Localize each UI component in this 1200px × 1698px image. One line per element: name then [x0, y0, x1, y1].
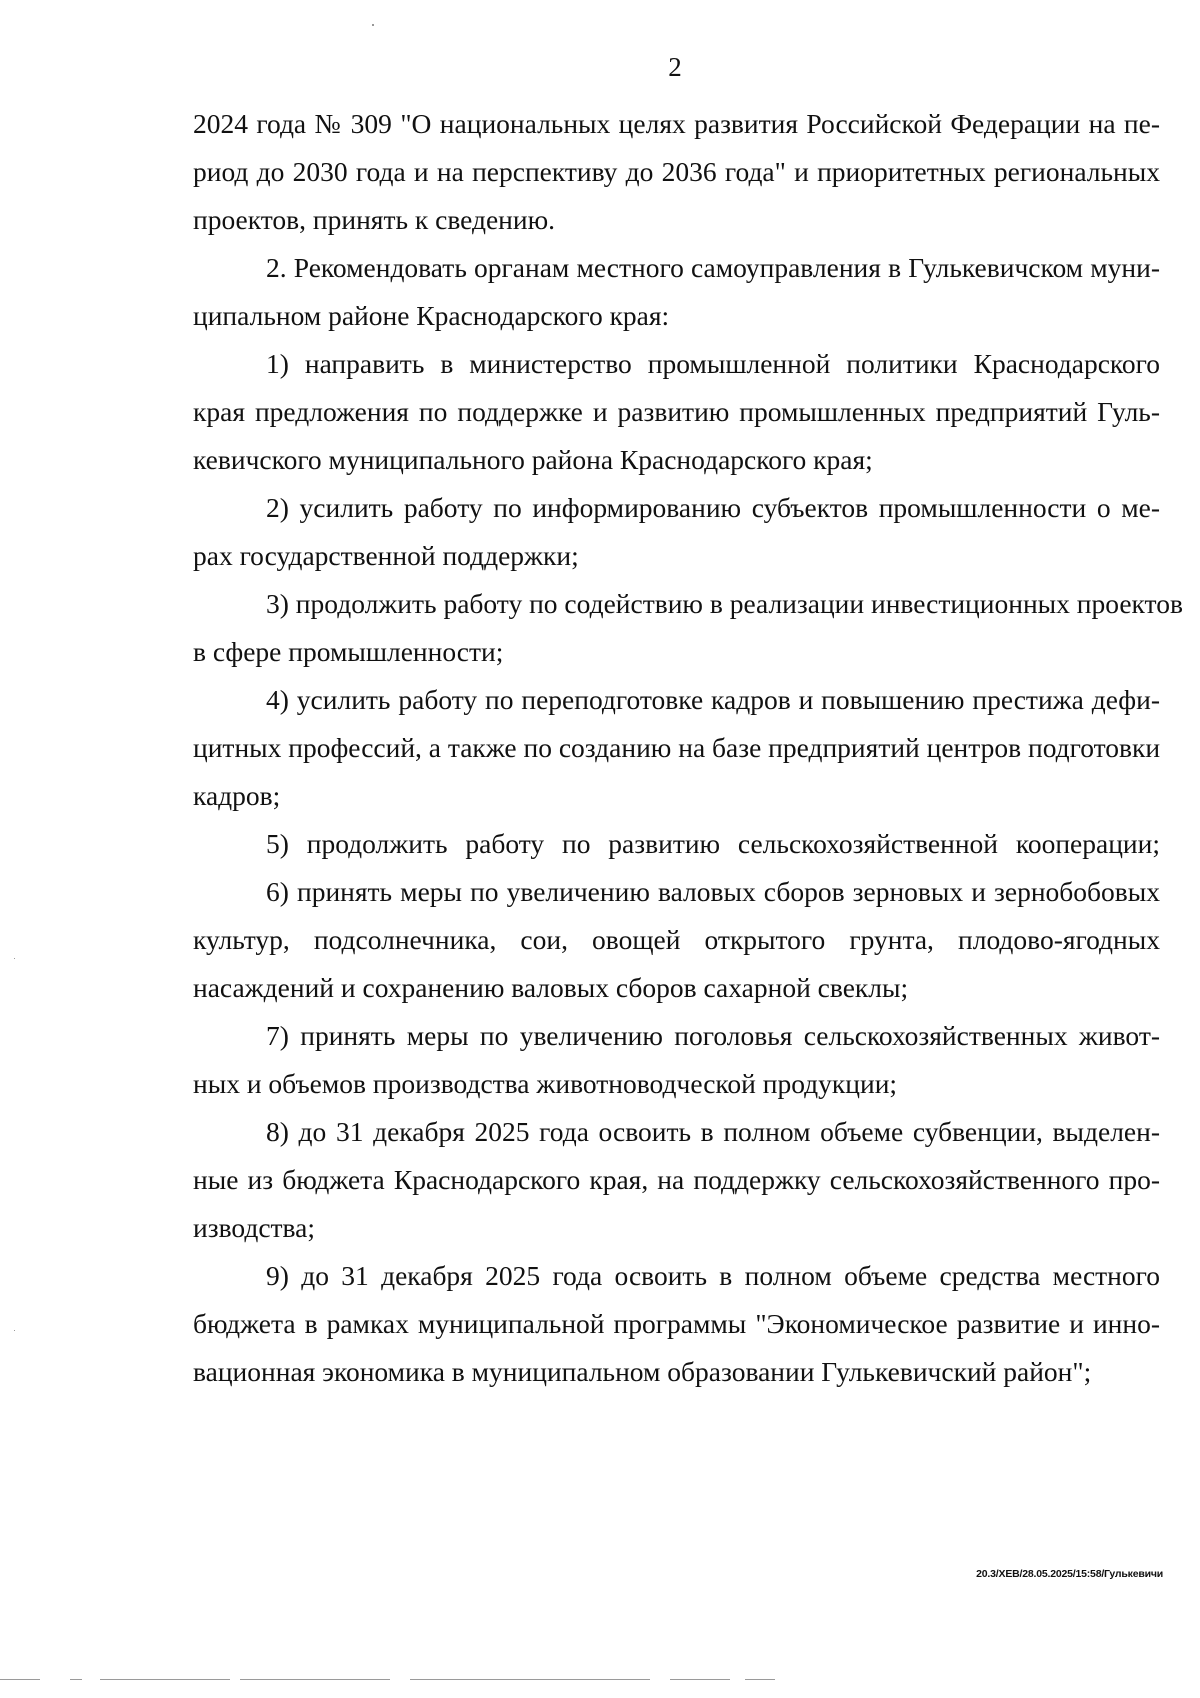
text-line: культур, подсолнечника, сои, овощей открытого грунта, плодово-ягодных	[193, 924, 1160, 955]
scan-edge-line	[240, 1679, 390, 1680]
text-line: 2024 года № 309 "О национальных целях развития Российской Федерации на пе-	[193, 108, 1160, 139]
page-number: 2	[668, 52, 682, 82]
text-line: кадров;	[193, 780, 281, 811]
text-line: 7) принять меры по увеличению поголовья сельскохозяйственных живот-	[266, 1020, 1160, 1051]
text-line: 9) до 31 декабря 2025 года освоить в полном объеме средства местного	[266, 1260, 1160, 1291]
text-line: ных и объемов производства животноводческой продукции;	[193, 1068, 898, 1099]
text-line: 6) принять меры по увеличению валовых сборов зерновых и зернобобовых	[266, 876, 1160, 907]
text-line: 4) усилить работу по переподготовке кадров и повышению престижа дефи-	[266, 684, 1160, 715]
text-line: насаждений и сохранению валовых сборов сахарной свеклы;	[193, 972, 909, 1003]
scan-artifact	[14, 958, 15, 959]
text-line: 1) направить в министерство промышленной политики Краснодарского	[266, 348, 1160, 379]
scan-edge-line	[0, 1679, 40, 1680]
text-line: 8) до 31 декабря 2025 года освоить в полном объеме субвенции, выделен-	[266, 1116, 1160, 1147]
scan-edge-line	[745, 1679, 775, 1680]
scan-edge-line	[670, 1679, 730, 1680]
scan-artifact	[14, 1330, 15, 1331]
text-line: 3) продолжить работу по содействию в реализации инвестиционных проектов	[266, 588, 1183, 619]
document-registration-code: 20.3/ХЕВ/28.05.2025/15:58/Гулькевичи	[976, 1568, 1163, 1580]
scan-artifact	[372, 24, 374, 26]
text-line: кевичского муниципального района Краснодарского края;	[193, 444, 873, 475]
scan-edge-line	[70, 1679, 82, 1680]
text-line: 2. Рекомендовать органам местного самоуправления в Гулькевичском муни-	[266, 252, 1160, 283]
text-line: рах государственной поддержки;	[193, 540, 579, 571]
text-line: риод до 2030 года и на перспективу до 2036 года" и приоритетных региональных	[193, 156, 1160, 187]
text-line: проектов, принять к сведению.	[193, 204, 556, 235]
text-line: ципальном районе Краснодарского края:	[193, 300, 670, 331]
text-line: края предложения по поддержке и развитию промышленных предприятий Гуль-	[193, 396, 1160, 427]
text-line: в сфере промышленности;	[193, 636, 504, 667]
text-line: вационная экономика в муниципальном образовании Гулькевичский район";	[193, 1356, 1092, 1387]
scan-edge-line	[100, 1679, 230, 1680]
scan-edge-line	[410, 1679, 650, 1680]
text-line: ные из бюджета Краснодарского края, на поддержку сельскохозяйственного про-	[193, 1164, 1160, 1195]
text-line: 2) усилить работу по информированию субъектов промышленности о ме-	[266, 492, 1160, 523]
text-line: изводства;	[193, 1212, 316, 1243]
text-line: 5) продолжить работу по развитию сельскохозяйственной кооперации;	[266, 828, 1160, 859]
text-line: бюджета в рамках муниципальной программы "Экономическое развитие и инно-	[193, 1308, 1160, 1339]
text-line: цитных профессий, а также по созданию на базе предприятий центров подготовки	[193, 732, 1161, 763]
